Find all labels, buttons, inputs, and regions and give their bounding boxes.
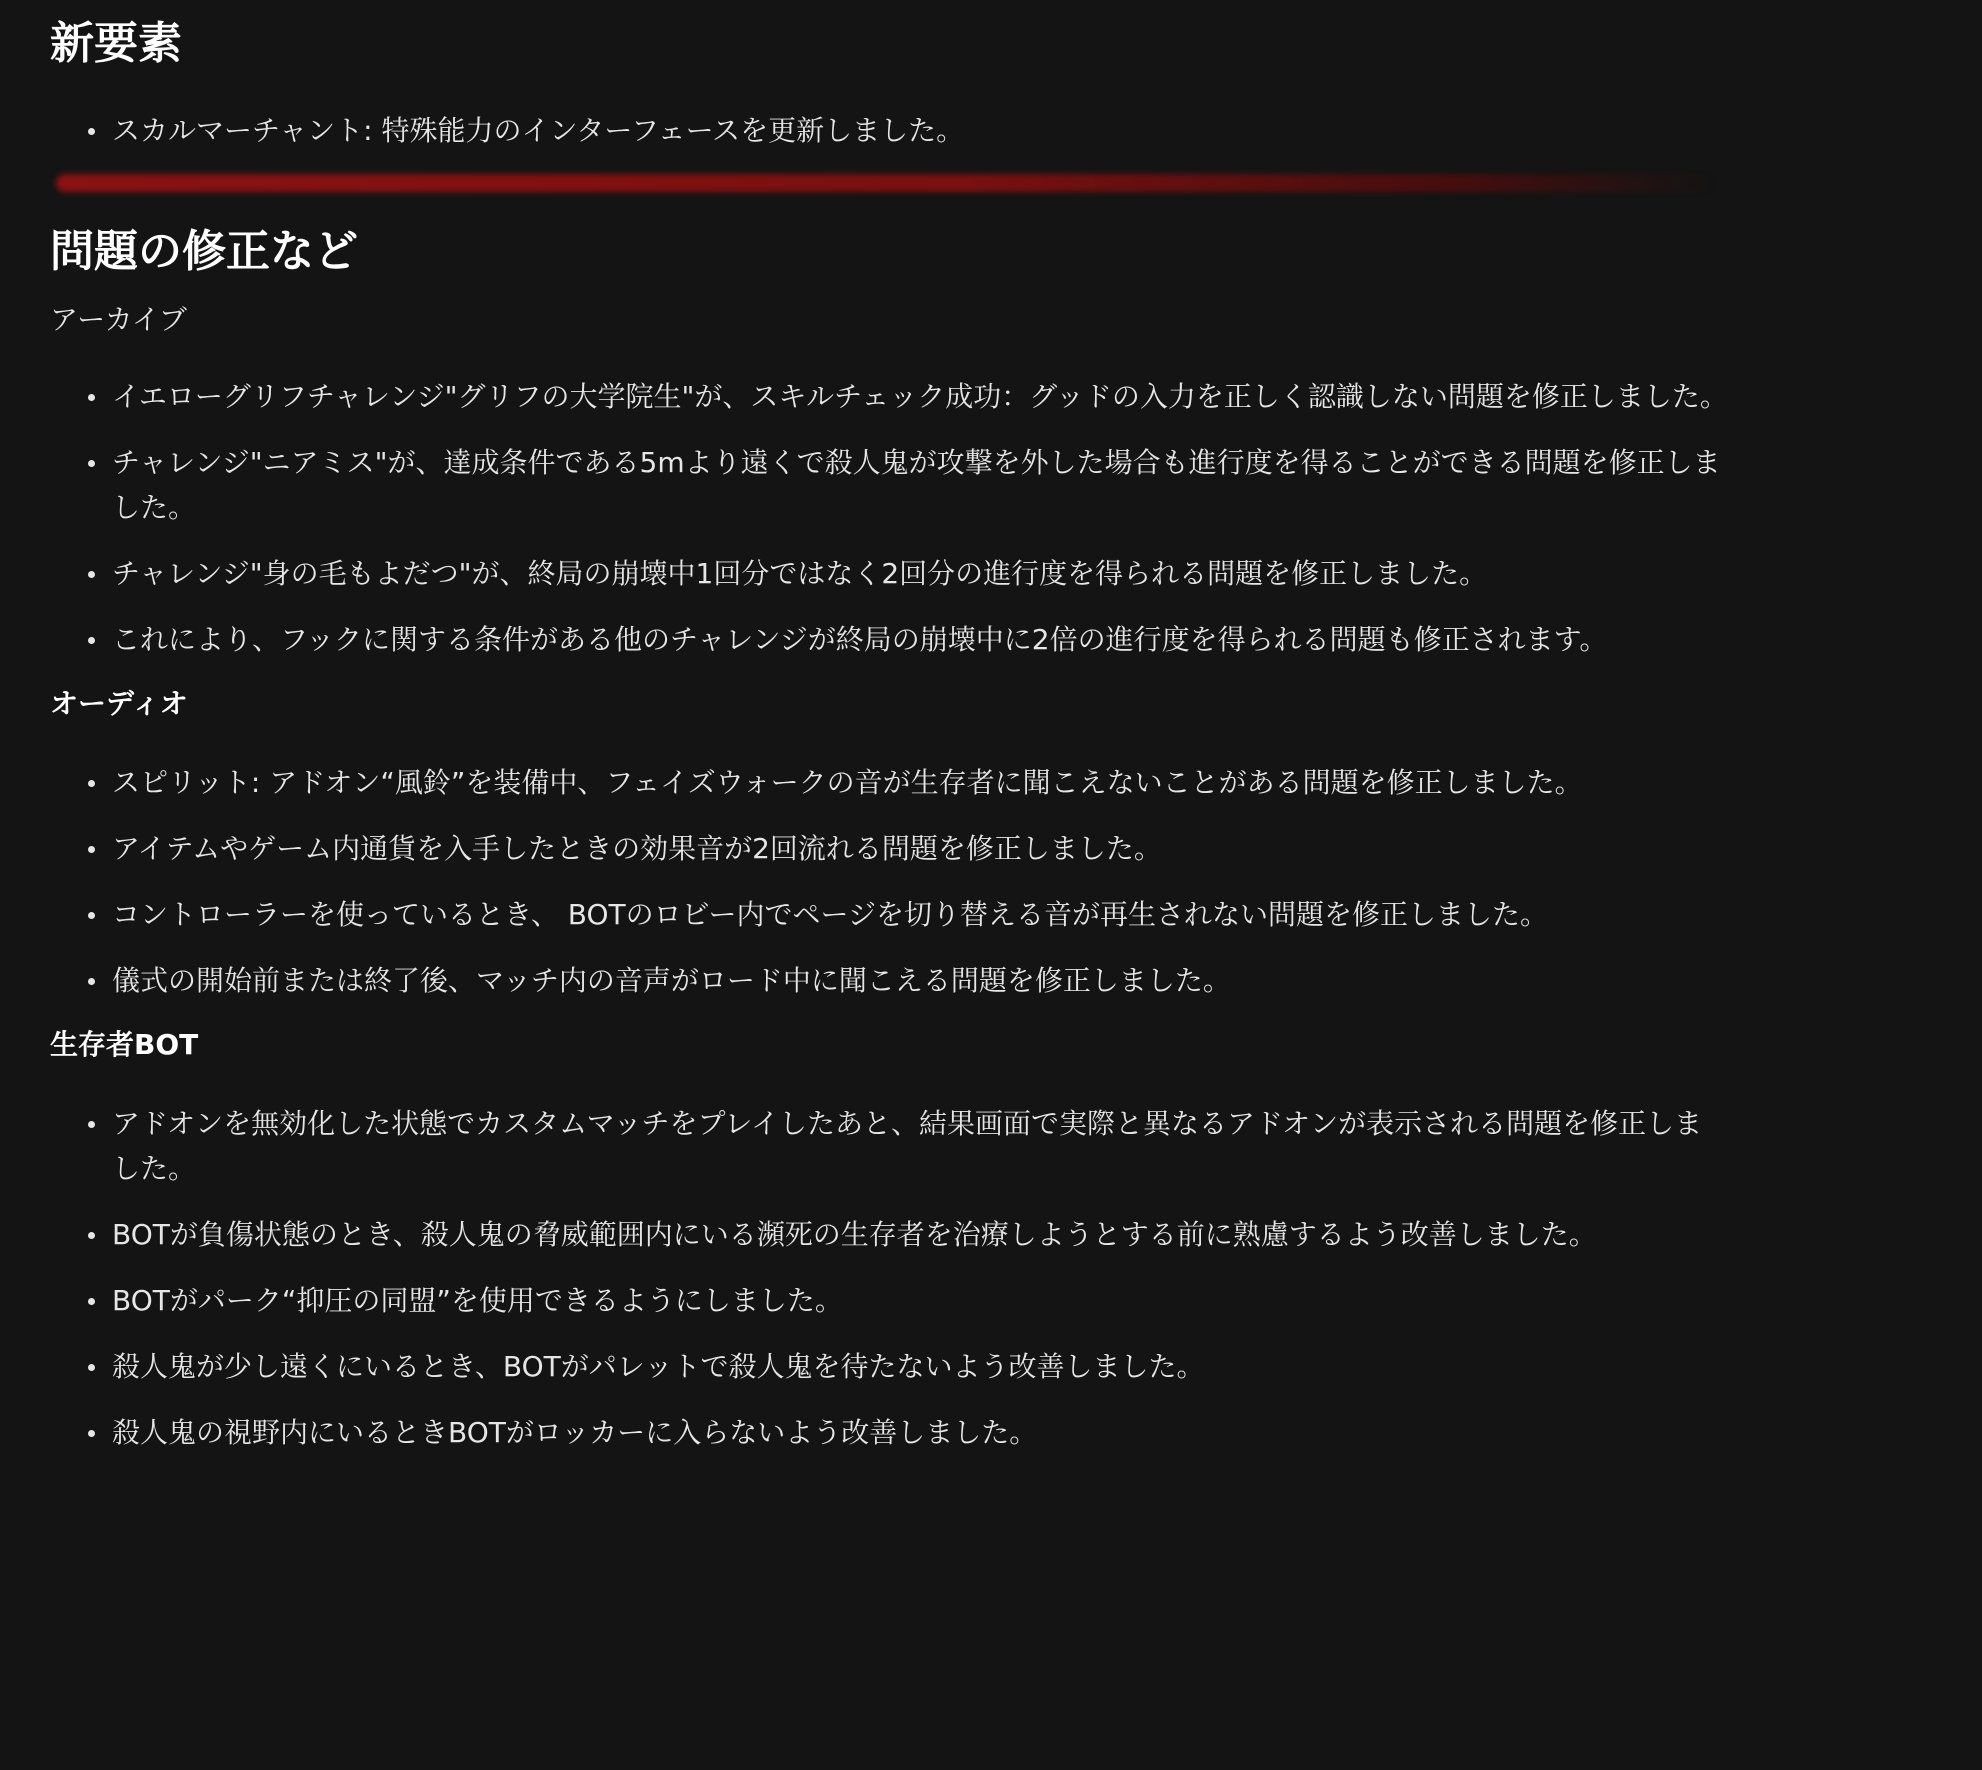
survivor-bot-category-heading: 生存者BOT [50,1028,199,1061]
list-item: 殺人鬼の視野内にいるときBOTがロッカーに入らないよう改善しました。 [50,1410,1730,1455]
list-item: 殺人鬼が少し遠くにいるとき、BOTがパレットで殺人鬼を待たないよう改善しました。 [50,1344,1730,1389]
archive-fixes-list [50,374,1730,662]
archive-category-label: アーカイブ [50,303,187,336]
list-item: スピリット: アドオン“風鈴”を装備中、フェイズウォークの音が生存者に聞こえないことがある問題を修正しました。 [50,760,1730,805]
list-item: これにより、フックに関する条件がある他のチャレンジが終局の崩壊中に2倍の進行度を得られる問題も修正されます。 [50,617,1730,662]
list-item: チャレンジ"ニアミス"が、達成条件である5mより遠くで殺人鬼が攻撃を外した場合も進行度を得ることができる問題を修正しました。 [50,440,1730,530]
list-item: BOTがパーク“抑圧の同盟”を使用できるようにしました。 [50,1278,1730,1323]
list-item: アイテムやゲーム内通貨を入手したときの効果音が2回流れる問題を修正しました。 [50,826,1730,871]
section-divider [56,174,1716,192]
survivor-bot-fixes-list [50,1101,1730,1455]
audio-fixes-list [50,760,1730,1003]
list-item: イエローグリフチャレンジ"グリフの大学院生"が、スキルチェック成功：グッドの入力を正しく認識しない問題を修正しました。 [50,374,1730,419]
audio-category-heading: オーディオ [50,687,188,720]
list-item: 儀式の開始前または終了後、マッチ内の音声がロード中に聞こえる問題を修正しました。 [50,958,1730,1003]
list-item: チャレンジ"身の毛もよだつ"が、終局の崩壊中1回分ではなく2回分の進行度を得られる問題を修正しました。 [50,551,1730,596]
list-item: BOTが負傷状態のとき、殺人鬼の脅威範囲内にいる瀕死の生存者を治療しようとする前に熟慮するよう改善しました。 [50,1212,1730,1257]
list-item: スカルマーチャント: 特殊能力のインターフェースを更新しました。 [50,108,1730,153]
list-item: コントローラーを使っているとき、 BOTのロビー内でページを切り替える音が再生されない問題を修正しました。 [50,892,1730,937]
fixes-heading: 問題の修正など [50,226,358,277]
list-item: アドオンを無効化した状態でカスタムマッチをプレイしたあと、結果画面で実際と異なるアドオンが表示される問題を修正しました。 [50,1101,1730,1191]
new-elements-list [50,108,1730,153]
new-elements-heading: 新要素 [50,18,182,69]
